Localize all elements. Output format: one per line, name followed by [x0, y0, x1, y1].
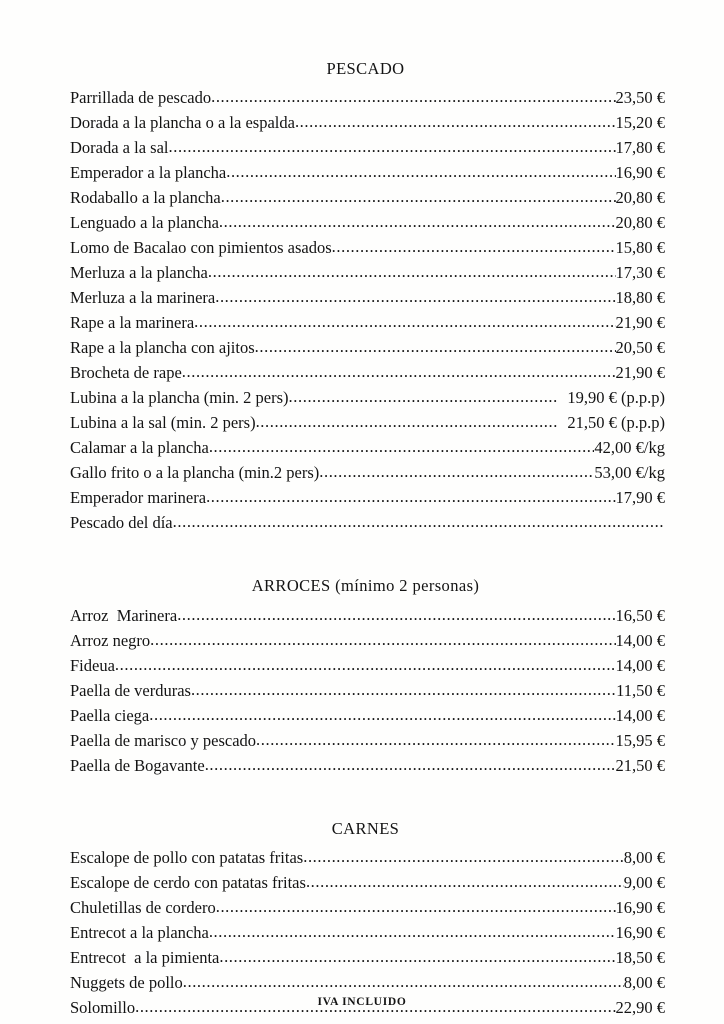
menu-item-price: 14,00 € — [615, 705, 665, 725]
menu-item-price: 17,90 € — [615, 488, 665, 508]
menu-item-row — [70, 260, 665, 285]
menu-item-row — [70, 360, 665, 385]
menu-item-price: 22,90 € — [615, 998, 665, 1018]
menu-item-price: 16,90 € — [615, 163, 665, 183]
dot-leader — [215, 284, 615, 309]
menu-item-row — [70, 160, 665, 185]
menu-item-price: 8,00 € — [623, 973, 665, 993]
menu-item-name: Gallo frito o a la plancha (min.2 pers) — [70, 463, 320, 483]
menu-item-price: 15,20 € — [615, 113, 665, 133]
dot-leader — [303, 844, 624, 869]
menu-item-name: Parrillada de pescado — [70, 88, 212, 108]
dot-leader — [256, 409, 560, 434]
menu-item-price: 8,00 € — [623, 848, 665, 868]
menu-item-name: Paella de Bogavante — [70, 755, 205, 775]
menu-item-name: Escalope de pollo con patatas fritas — [70, 848, 304, 868]
menu-item-price: 21,50 € (p.p.p) — [563, 413, 665, 433]
menu-item-row — [70, 603, 665, 628]
menu-item-row — [70, 870, 665, 895]
dot-leader — [211, 84, 615, 109]
menu-item-price: 16,90 € — [615, 923, 665, 943]
dot-leader — [182, 359, 616, 384]
section-heading-carnes: CARNES — [331, 818, 400, 838]
menu-item-price: 9,00 € — [623, 873, 665, 893]
menu-item-name: Lubina a la sal (min. 2 pers) — [70, 413, 256, 433]
menu-item-name: Paella de verduras — [70, 680, 191, 700]
menu-item-row — [70, 628, 665, 653]
menu-item-name: Emperador a la plancha — [70, 163, 227, 183]
menu-item-price: 23,50 € — [615, 88, 665, 108]
menu-item-name: Entrecot a la pimienta — [70, 948, 220, 968]
dot-leader — [255, 334, 616, 359]
menu-item-name: Brocheta de rape — [70, 363, 182, 383]
dot-leader — [150, 627, 615, 652]
menu-item-price: 21,50 € — [615, 755, 665, 775]
menu-item-row — [70, 410, 665, 435]
dot-leader — [173, 509, 665, 534]
menu-item-name: Escalope de cerdo con patatas fritas — [70, 873, 306, 893]
menu-section-arroces — [70, 575, 665, 777]
dot-leader — [209, 919, 616, 944]
menu-section-pescado — [70, 58, 665, 535]
dot-leader — [115, 652, 616, 677]
menu-item-name: Dorada a la sal — [70, 138, 169, 158]
dot-leader — [221, 184, 616, 209]
dot-leader — [289, 384, 560, 409]
menu-item-row — [70, 85, 665, 110]
menu-item-row — [70, 285, 665, 310]
dot-leader — [219, 944, 615, 969]
menu-item-row — [70, 678, 665, 703]
menu-sections — [70, 58, 665, 1020]
menu-item-name: Lubina a la plancha (min. 2 pers) — [70, 388, 289, 408]
menu-item-price: 21,90 € — [615, 313, 665, 333]
menu-item-row — [70, 185, 665, 210]
dot-leader — [216, 894, 616, 919]
menu-item-row — [70, 845, 665, 870]
menu-item-price: 20,80 € — [615, 213, 665, 233]
menu-item-price: 14,00 € — [615, 655, 665, 675]
menu-item-price: 18,50 € — [615, 948, 665, 968]
menu-item-row — [70, 945, 665, 970]
dot-leader — [319, 459, 594, 484]
menu-item-price: 16,50 € — [615, 605, 665, 625]
menu-item-row — [70, 460, 665, 485]
menu-item-name: Merluza a la marinera — [70, 288, 216, 308]
menu-item-row — [70, 110, 665, 135]
dot-leader — [219, 209, 616, 234]
menu-item-price: 20,80 € — [615, 188, 665, 208]
menu-item-name: Lomo de Bacalao con pimientos asados — [70, 238, 332, 258]
menu-item-price: 16,90 € — [615, 898, 665, 918]
menu-item-row — [70, 310, 665, 335]
dot-leader — [183, 969, 624, 994]
menu-item-price: 42,00 €/kg — [594, 438, 665, 458]
menu-item-row — [70, 753, 665, 778]
menu-item-row — [70, 970, 665, 995]
section-heading-arroces: ARROCES (mínimo 2 personas) — [251, 576, 480, 596]
menu-item-price: 18,80 € — [615, 288, 665, 308]
iva-footer-note: IVA INCLUIDO — [317, 996, 407, 1008]
menu-item-row — [70, 235, 665, 260]
dot-leader — [208, 259, 616, 284]
menu-item-row — [70, 210, 665, 235]
menu-item-name: Paella de marisco y pescado — [70, 730, 257, 750]
dot-leader — [209, 434, 595, 459]
dot-leader — [169, 134, 616, 159]
menu-item-price: 20,50 € — [615, 338, 665, 358]
menu-item-price: 15,95 € — [615, 730, 665, 750]
menu-item-name: Arroz negro — [70, 630, 151, 650]
menu-item-row — [70, 385, 665, 410]
menu-item-row — [70, 510, 665, 535]
menu-item-name: Rodaballo a la plancha — [70, 188, 221, 208]
menu-item-name: Chuletillas de cordero — [70, 898, 216, 918]
dot-leader — [206, 484, 615, 509]
menu-item-name: Pescado del día — [70, 513, 173, 533]
menu-item-list-carnes — [70, 845, 665, 1020]
menu-item-name: Rape a la plancha con ajitos — [70, 338, 255, 358]
menu-item-price: 11,50 € — [616, 680, 665, 700]
menu-item-name: Solomillo — [70, 998, 136, 1018]
dot-leader — [332, 234, 616, 259]
menu-item-name: Rape a la marinera — [70, 313, 195, 333]
menu-item-price: 19,90 € (p.p.p) — [563, 388, 665, 408]
menu-item-price: 17,80 € — [615, 138, 665, 158]
menu-item-name: Emperador marinera — [70, 488, 207, 508]
menu-item-name: Paella ciega — [70, 705, 150, 725]
menu-item-list-arroces — [70, 603, 665, 778]
menu-item-name: Arroz Marinera — [70, 605, 178, 625]
dot-leader — [177, 602, 615, 627]
menu-item-name: Nuggets de pollo — [70, 973, 183, 993]
menu-item-row — [70, 703, 665, 728]
menu-item-row — [70, 435, 665, 460]
menu-item-name: Entrecot a la plancha — [70, 923, 209, 943]
menu-item-price: 21,90 € — [615, 363, 665, 383]
menu-item-price: 53,00 €/kg — [594, 463, 665, 483]
dot-leader — [295, 109, 616, 134]
menu-item-row — [70, 895, 665, 920]
menu-item-price: 17,30 € — [615, 263, 665, 283]
menu-item-name: Dorada a la plancha o a la espalda — [70, 113, 295, 133]
dot-leader — [306, 869, 624, 894]
dot-leader — [194, 309, 615, 334]
dot-leader — [205, 752, 616, 777]
menu-item-name: Fideua — [70, 655, 115, 675]
menu-section-carnes — [70, 818, 665, 1020]
dot-leader — [149, 702, 615, 727]
menu-item-row — [70, 135, 665, 160]
dot-leader — [226, 159, 615, 184]
menu-item-row — [70, 485, 665, 510]
menu-item-row — [70, 728, 665, 753]
menu-item-price: 15,80 € — [615, 238, 665, 258]
menu-item-name: Calamar a la plancha — [70, 438, 209, 458]
menu-item-row — [70, 335, 665, 360]
dot-leader — [256, 727, 615, 752]
dot-leader — [191, 677, 616, 702]
menu-item-row — [70, 920, 665, 945]
menu-item-name: Merluza a la plancha — [70, 263, 208, 283]
menu-item-price: 14,00 € — [615, 630, 665, 650]
menu-item-list-pescado — [70, 85, 665, 535]
section-heading-pescado: PESCADO — [326, 59, 405, 78]
menu-item-name: Lenguado a la plancha — [70, 213, 219, 233]
menu-item-row — [70, 653, 665, 678]
